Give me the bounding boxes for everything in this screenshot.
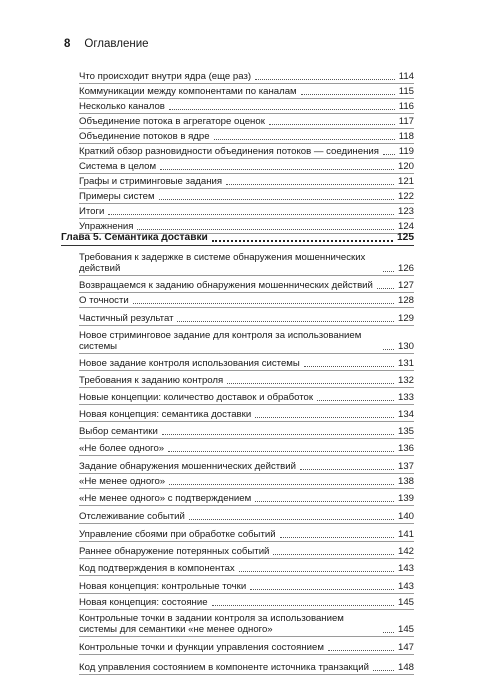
toc-entry-page: 135: [397, 426, 414, 437]
toc-entry-page: 148: [397, 662, 414, 673]
chapter-title: Глава 5. Семантика доставки: [61, 232, 208, 243]
toc-entry[interactable]: [79, 276, 414, 293]
toc-entry[interactable]: [79, 144, 414, 159]
dot-leader: [328, 650, 394, 651]
dot-leader: [239, 571, 394, 572]
toc-entry-title: Новое задание контроля использования системы: [79, 358, 300, 369]
toc-entry-title: Коммуникации между компонентами по каналам: [79, 86, 297, 97]
toc-entry-page: 136: [397, 443, 414, 454]
toc-entry-title: Частичный результат: [79, 313, 174, 324]
toc-entry-title: Выбор семантики: [79, 426, 158, 437]
toc-entry[interactable]: [79, 594, 414, 610]
running-title: Оглавление: [84, 38, 149, 50]
toc-entry[interactable]: [79, 655, 414, 675]
toc-entry-title: Новая концепция: семантика доставки: [79, 409, 252, 420]
toc-entry-page: 143: [397, 581, 414, 592]
dot-leader: [169, 484, 394, 485]
toc-entry-page: 116: [398, 101, 414, 112]
dot-leader: [373, 670, 394, 671]
dot-leader: [255, 501, 394, 502]
toc-entry-page: 122: [397, 191, 414, 202]
toc-entry-page: 124: [397, 221, 414, 232]
toc-entry-page: 120: [397, 161, 414, 172]
dot-leader: [280, 537, 394, 538]
toc-entry-page: 115: [398, 86, 414, 97]
toc-entry-page: 123: [397, 206, 414, 217]
dot-leader: [383, 349, 394, 350]
toc-entry-page: 114: [398, 71, 414, 82]
toc-entry-title: «Не менее одного»: [79, 476, 166, 487]
toc-entry-page: 139: [397, 493, 414, 504]
toc-entry[interactable]: [79, 524, 414, 542]
toc-entry-title: Отслеживание событий: [79, 511, 185, 522]
toc-entry-page: 142: [397, 546, 414, 557]
toc-section-chapter-5: [61, 232, 414, 675]
dot-leader: [108, 214, 394, 215]
toc-entry[interactable]: [79, 204, 414, 219]
toc-entry-title: Контрольные точки в задании контроля за использованием системы для семантики «не менее одного»: [79, 613, 344, 635]
toc-entry-page: 128: [397, 295, 414, 306]
toc-entry-page: 119: [398, 146, 414, 157]
toc-entry-title: Несколько каналов: [79, 101, 165, 112]
toc-entry-page: 127: [397, 280, 414, 291]
dot-leader: [255, 417, 394, 418]
toc-entry-page: 121: [397, 176, 414, 187]
toc-entry[interactable]: [79, 174, 414, 189]
dot-leader: [255, 79, 395, 80]
dot-leader: [137, 229, 394, 230]
toc-entry[interactable]: [79, 422, 414, 439]
toc-entry-page: 132: [397, 375, 414, 386]
toc-entry[interactable]: [79, 189, 414, 204]
toc-entry[interactable]: [79, 69, 414, 84]
dot-leader: [377, 288, 394, 289]
toc-entry[interactable]: [79, 474, 414, 489]
toc-entry[interactable]: [79, 99, 414, 114]
dot-leader: [273, 554, 394, 555]
toc-entry-title: Новое стриминговое задание для контроля за использованием системы: [79, 330, 362, 352]
toc-entry-title: Что происходит внутри ядра (еще раз): [79, 71, 252, 82]
toc-entry-title: Управление сбоями при обработке событий: [79, 529, 276, 540]
toc-entry-title: Объединение потоков в ядре: [79, 131, 210, 142]
toc-entry-page: 118: [398, 131, 414, 142]
toc-entry[interactable]: [79, 354, 414, 371]
dot-leader: [133, 303, 394, 304]
dot-leader: [189, 519, 394, 520]
toc-entry-title: Новая концепция: состояние: [79, 597, 208, 608]
toc-entry-title: Код подтверждения в компонентах: [79, 563, 235, 574]
dot-leader: [162, 434, 394, 435]
toc-entry-title: Примеры систем: [79, 191, 155, 202]
toc-entry-page: 134: [397, 409, 414, 420]
toc-entry[interactable]: [79, 610, 414, 637]
toc-entry-page: 130: [397, 341, 414, 352]
toc-entry-title: Итоги: [79, 206, 105, 217]
toc-entry-title: Код управления состоянием в компоненте источника транзакций: [79, 662, 369, 673]
toc-entry-title: «Не более одного»: [79, 443, 165, 454]
dot-leader: [212, 240, 393, 242]
toc-entry-title: Объединение потока в агрегаторе оценок: [79, 116, 265, 127]
toc-entry-page: 117: [398, 116, 414, 127]
toc-entry-page: 143: [397, 563, 414, 574]
toc-entry-page: 138: [397, 476, 414, 487]
toc-entry[interactable]: [79, 388, 414, 405]
toc-entry[interactable]: [79, 542, 414, 559]
toc-entry-title: Система в целом: [79, 161, 157, 172]
chapter-page: 125: [397, 232, 414, 243]
toc-entry-page: 133: [397, 392, 414, 403]
toc-entry-title: Контрольные точки и функции управления состоянием: [79, 642, 324, 653]
toc-entry-title: Новые концепции: количество доставок и обработок: [79, 392, 314, 403]
dot-leader: [212, 605, 394, 606]
toc-entry-title: Упражнения: [79, 221, 134, 232]
toc-entry[interactable]: [79, 559, 414, 576]
dot-leader: [383, 154, 395, 155]
toc-entry-page: 147: [397, 642, 414, 653]
toc-entry-title: «Не менее одного» с подтверждением: [79, 493, 252, 504]
toc-entry-title: Возвращаемся к заданию обнаружения мошеннических действий: [79, 280, 373, 291]
dot-leader: [383, 632, 394, 633]
dot-leader: [169, 109, 395, 110]
toc-entry[interactable]: [79, 371, 414, 388]
toc-entry-title: Раннее обнаружение потерянных событий: [79, 546, 270, 557]
toc-entry[interactable]: [79, 489, 414, 506]
toc-entry[interactable]: [79, 114, 414, 129]
toc-entry[interactable]: [79, 293, 414, 308]
toc-entry-title: Задание обнаружения мошеннических действий: [79, 461, 296, 472]
toc-entry[interactable]: [79, 159, 414, 174]
toc-entry-title: Требования к задержке в системе обнаружения мошеннических действий: [79, 252, 366, 274]
toc-entry[interactable]: [79, 308, 414, 326]
dot-leader: [168, 451, 394, 452]
toc-entry[interactable]: [79, 506, 414, 524]
dot-leader: [227, 383, 394, 384]
toc-entry-page: 126: [397, 263, 414, 274]
toc-entry[interactable]: [79, 129, 414, 144]
page-number: 8: [64, 38, 71, 50]
toc-entry-title: Новая концепция: контрольные точки: [79, 581, 247, 592]
dot-leader: [383, 271, 394, 272]
page-header: [64, 38, 149, 50]
toc-entry-title: Краткий обзор разновидности объединения потоков — соединения: [79, 146, 379, 157]
toc-entry[interactable]: [79, 84, 414, 99]
dot-leader: [214, 139, 395, 140]
toc-entry[interactable]: [79, 405, 414, 422]
toc-section-previous-chapter: [79, 69, 414, 234]
dot-leader: [301, 94, 395, 95]
toc-entry-page: 137: [397, 461, 414, 472]
toc-entry-page: 141: [397, 529, 414, 540]
toc-entry-page: 140: [397, 511, 414, 522]
dot-leader: [159, 199, 394, 200]
toc-entry-page: 129: [397, 313, 414, 324]
toc-entry-title: О точности: [79, 295, 129, 306]
dot-leader: [317, 400, 394, 401]
toc-entry[interactable]: [79, 249, 414, 276]
dot-leader: [250, 589, 394, 590]
toc-entry-title: Требования к заданию контроля: [79, 375, 224, 386]
toc-entry[interactable]: [79, 637, 414, 655]
dot-leader: [269, 124, 395, 125]
dot-leader: [160, 169, 394, 170]
dot-leader: [177, 321, 394, 322]
dot-leader: [304, 366, 394, 367]
chapter-heading[interactable]: [61, 232, 414, 246]
dot-leader: [300, 469, 394, 470]
dot-leader: [226, 184, 394, 185]
toc-entry[interactable]: [79, 439, 414, 456]
toc-entry-page: 145: [397, 597, 414, 608]
toc-entry[interactable]: [79, 326, 414, 354]
toc-entry-title: Графы и стриминговые задания: [79, 176, 223, 187]
toc-entry[interactable]: [79, 576, 414, 594]
toc-entry-page: 131: [397, 358, 414, 369]
toc-entry-page: 145: [397, 624, 414, 635]
toc-entry[interactable]: [79, 456, 414, 474]
